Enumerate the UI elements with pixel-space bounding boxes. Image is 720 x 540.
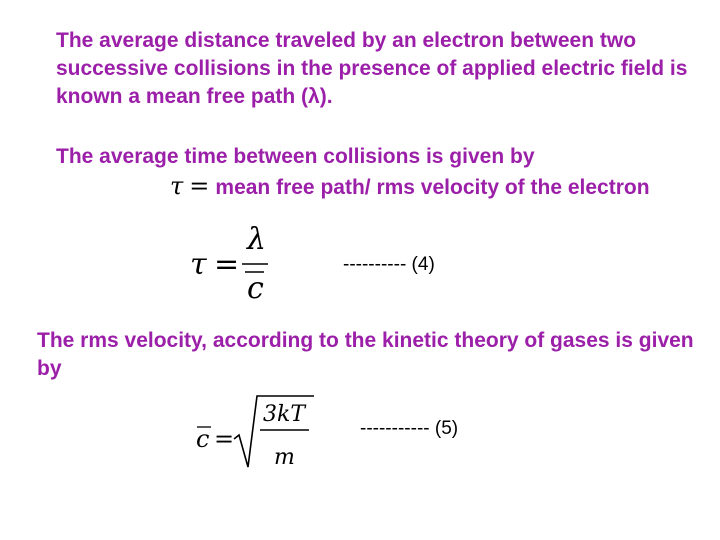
equals-sign: =: [189, 172, 210, 200]
rms-velocity-intro: The rms velocity, according to the kinetic theory of gases is given by: [37, 329, 694, 380]
eq5-numerator: 3kT: [263, 402, 306, 427]
equation-4-tag: ---------- (4): [343, 254, 435, 275]
equation-5-tag: ----------- (5): [360, 418, 459, 439]
eq4-numerator-lambda: λ: [247, 222, 267, 257]
equation-5: [196, 393, 326, 473]
eq5-lhs-c: c: [196, 425, 210, 453]
eq5-equals: =: [214, 425, 235, 453]
eq4-equals: =: [214, 247, 240, 282]
average-time-intro: The average time between collisions is given by: [56, 145, 535, 168]
eq4-denominator-c: c: [247, 271, 264, 306]
mean-free-path-definition: The average distance traveled by an electron between two successive collisions in the presence of applied electric field is known a mean free path (λ).: [56, 29, 688, 108]
eq5-denominator: m: [274, 445, 295, 470]
equation-4: [190, 222, 280, 306]
tau-symbol: τ: [170, 172, 184, 200]
eq4-lhs-tau: τ: [190, 247, 207, 282]
tau-definition-text: mean free path/ rms velocity of the electron: [215, 176, 650, 199]
tau-definition-line: [170, 172, 650, 202]
